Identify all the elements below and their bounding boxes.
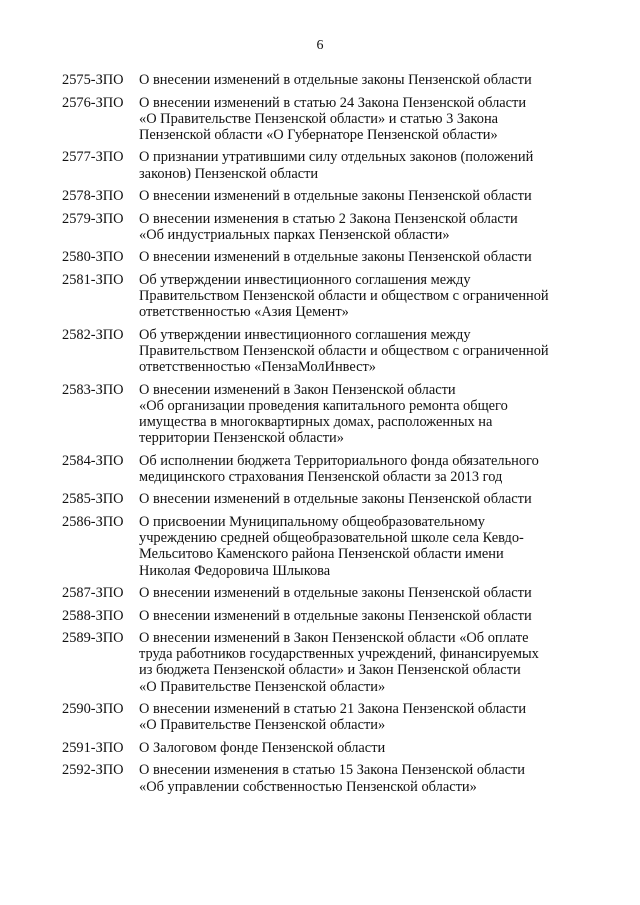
law-number: 2583-ЗПО: [62, 381, 124, 398]
law-number: 2578-ЗПО: [62, 188, 124, 205]
law-title-line: О признании утратившими силу отдельных законов (положений: [139, 149, 534, 166]
law-entry: [62, 701, 580, 733]
law-entry: [62, 514, 580, 579]
law-title-line: ответственностью «Азия Цемент»: [139, 304, 349, 321]
law-entry: [62, 95, 580, 144]
law-title-line: «О Правительстве Пензенской области»: [139, 678, 386, 695]
law-entry: [62, 149, 580, 181]
law-number: 2591-ЗПО: [62, 739, 124, 756]
law-title-line: Правительством Пензенской области и обществом с ограниченной: [139, 342, 549, 359]
law-title-line: «О Правительстве Пензенской области» и статью 3 Закона: [139, 110, 499, 127]
law-number: 2577-ЗПО: [62, 149, 124, 166]
law-title-line: О внесении изменений в статью 21 Закона Пензенской области: [139, 701, 527, 718]
law-entry: [62, 188, 580, 204]
law-title: [139, 630, 580, 695]
law-title: [139, 95, 580, 144]
law-title-line: О присвоении Муниципальному общеобразовательному: [139, 513, 485, 530]
law-title-line: учреждению средней общеобразовательной школе села Кевдо-: [139, 530, 524, 547]
law-number: 2575-ЗПО: [62, 72, 124, 88]
page-number: 6: [316, 38, 324, 53]
law-entry: [62, 382, 580, 447]
law-title-line: из бюджета Пензенской области» и Закон Пензенской области: [139, 662, 521, 679]
law-title-line: «Об индустриальных парках Пензенской области»: [139, 226, 450, 243]
law-number: 2590-ЗПО: [62, 701, 124, 718]
law-title-line: О внесении изменений в отдельные законы Пензенской области: [139, 188, 532, 205]
law-title-line: Мельситово Каменского района Пензенской области имени: [139, 546, 504, 563]
law-entry: [62, 762, 580, 794]
law-title: [139, 327, 580, 376]
law-title: [139, 149, 580, 181]
law-title-line: «О Правительстве Пензенской области»: [139, 717, 386, 734]
law-title: [139, 701, 580, 733]
law-title-line: территории Пензенской области»: [139, 430, 344, 447]
law-title-line: О внесении изменений в отдельные законы Пензенской области: [139, 607, 532, 624]
law-entry: [62, 585, 580, 601]
law-number: 2581-ЗПО: [62, 271, 124, 288]
law-number: 2586-ЗПО: [62, 513, 124, 530]
law-entry: [62, 327, 580, 376]
law-title-line: Об утверждении инвестиционного соглашения между: [139, 271, 471, 288]
law-title: [139, 382, 580, 447]
law-title: [139, 453, 580, 485]
law-list: [62, 72, 580, 801]
law-number: 2587-ЗПО: [62, 585, 124, 602]
law-entry: [62, 272, 580, 321]
law-entry: [62, 453, 580, 485]
law-title-line: ответственностью «ПензаМолИнвест»: [139, 359, 376, 376]
law-title-line: О внесении изменения в статью 2 Закона Пензенской области: [139, 210, 518, 227]
law-title-line: О внесении изменений в отдельные законы Пензенской области: [139, 72, 532, 88]
law-title-line: О внесении изменений в отдельные законы Пензенской области: [139, 491, 532, 508]
law-title: [139, 608, 580, 624]
law-title-line: О внесении изменений в Закон Пензенской области: [139, 381, 456, 398]
law-title: [139, 740, 580, 756]
law-title-line: имущества в многоквартирных домах, расположенных на: [139, 414, 493, 431]
law-title: [139, 762, 580, 794]
law-number: 2589-ЗПО: [62, 630, 124, 647]
law-title: [139, 188, 580, 204]
law-entry: [62, 491, 580, 507]
law-number: 2584-ЗПО: [62, 452, 124, 469]
law-entry: [62, 630, 580, 695]
law-title: [139, 514, 580, 579]
law-title: [139, 491, 580, 507]
law-title: [139, 585, 580, 601]
law-title-line: Правительством Пензенской области и обществом с ограниченной: [139, 288, 549, 305]
law-title-line: «Об управлении собственностью Пензенской области»: [139, 778, 477, 795]
law-entry: [62, 608, 580, 624]
law-entry: [62, 211, 580, 243]
law-title: [139, 272, 580, 321]
law-title-line: Николая Федоровича Шлыкова: [139, 562, 331, 579]
law-title-line: Пензенской области «О Губернаторе Пензенской области»: [139, 126, 498, 143]
law-number: 2592-ЗПО: [62, 762, 124, 779]
law-title: [139, 249, 580, 265]
law-title-line: законов) Пензенской области: [139, 165, 319, 182]
law-title-line: «Об организации проведения капитального ремонта общего: [139, 397, 508, 414]
law-title: [139, 72, 580, 88]
law-number: 2585-ЗПО: [62, 491, 124, 508]
law-title-line: Об утверждении инвестиционного соглашения между: [139, 326, 471, 343]
law-title-line: О внесении изменений в отдельные законы Пензенской области: [139, 249, 532, 266]
law-number: 2580-ЗПО: [62, 249, 124, 266]
law-title-line: О внесении изменений в отдельные законы Пензенской области: [139, 585, 532, 602]
law-title: [139, 211, 580, 243]
law-title-line: О внесении изменения в статью 15 Закона Пензенской области: [139, 762, 525, 779]
law-number: 2588-ЗПО: [62, 607, 124, 624]
law-number: 2579-ЗПО: [62, 210, 124, 227]
law-entry: [62, 740, 580, 756]
law-entry: [62, 72, 580, 88]
law-title-line: труда работников государственных учреждений, финансируемых: [139, 646, 539, 663]
law-entry: [62, 249, 580, 265]
law-number: 2582-ЗПО: [62, 326, 124, 343]
law-title-line: О внесении изменений в статью 24 Закона Пензенской области: [139, 94, 527, 111]
law-title-line: Об исполнении бюджета Территориального фонда обязательного: [139, 452, 539, 469]
law-number: 2576-ЗПО: [62, 94, 124, 111]
law-title-line: О Залоговом фонде Пензенской области: [139, 739, 386, 756]
law-title-line: О внесении изменений в Закон Пензенской области «Об оплате: [139, 630, 529, 647]
law-title-line: медицинского страхования Пензенской области за 2013 год: [139, 468, 503, 485]
